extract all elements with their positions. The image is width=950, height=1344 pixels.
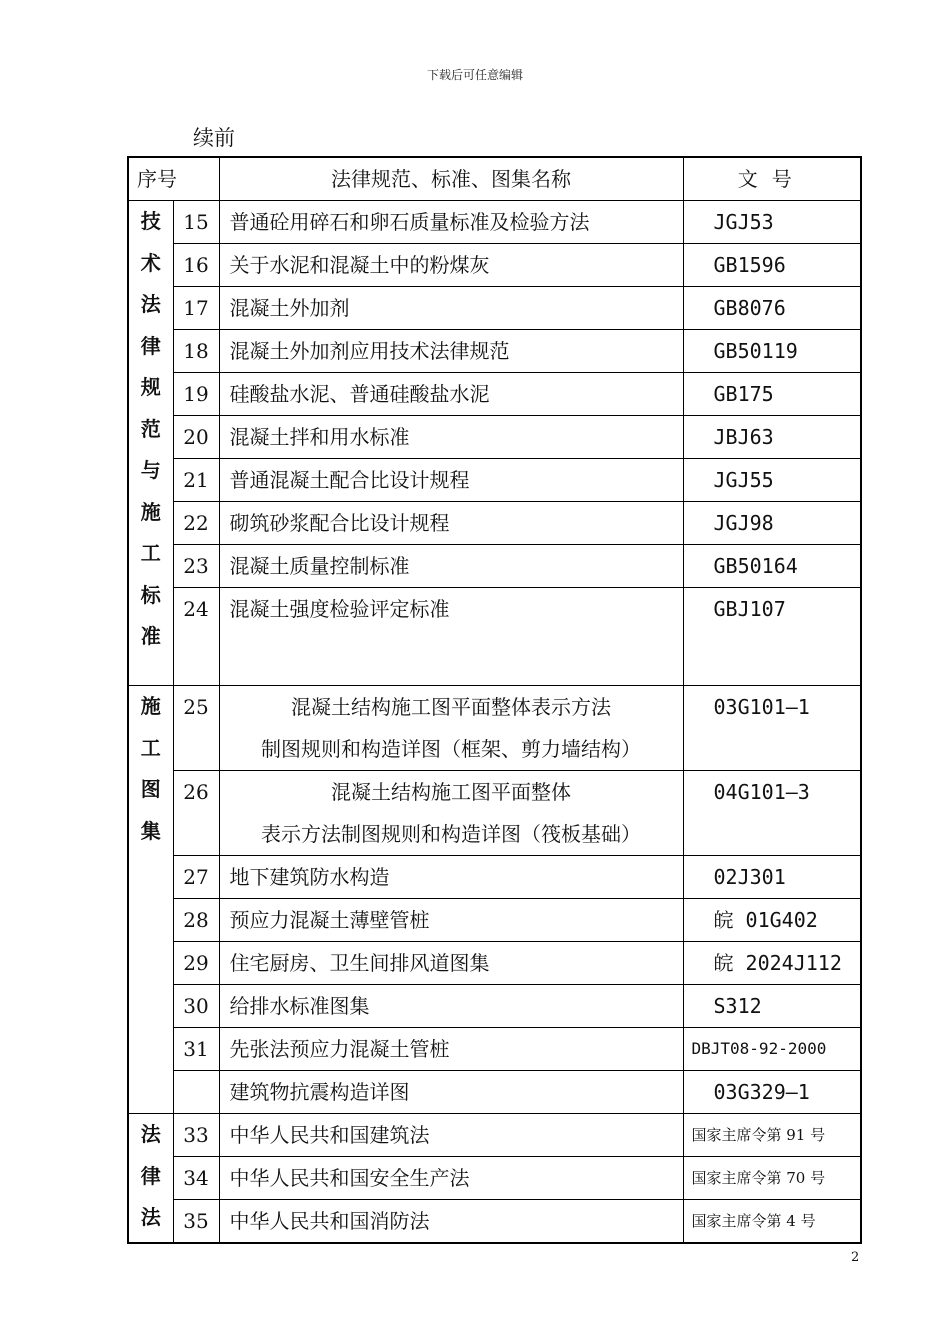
row-number: 20: [173, 416, 219, 459]
table-row: [128, 373, 861, 416]
category-label: 技术法律规范与施工标准: [140, 209, 161, 648]
table-row: [128, 459, 861, 502]
table-row: [128, 899, 861, 942]
row-number: 15: [173, 201, 219, 244]
row-name: 混凝土外加剂: [219, 287, 683, 330]
header-note: 下载后可任意编辑: [426, 68, 523, 82]
table-row: [128, 502, 861, 545]
standards-table: [127, 156, 862, 1244]
row-number: 16: [173, 244, 219, 287]
row-code: GB8076: [683, 287, 861, 330]
row-number: 35: [173, 1200, 219, 1244]
row-code: 国家主席令第 70 号: [683, 1157, 861, 1200]
row-name-line: 表示方法制图规则和构造详图（筏板基础）: [261, 822, 641, 846]
table-row: [128, 1028, 861, 1071]
row-code: 04G101—3: [683, 771, 861, 856]
row-code: 皖 2024J112: [683, 942, 861, 985]
category-label: 施工图集: [140, 694, 161, 843]
table-row: [128, 1114, 861, 1157]
table-row: [128, 201, 861, 244]
row-name: 关于水泥和混凝土中的粉煤灰: [219, 244, 683, 287]
table-row: [128, 1071, 861, 1114]
row-code: GB50164: [683, 545, 861, 588]
row-name: 住宅厨房、卫生间排风道图集: [219, 942, 683, 985]
row-name-line: 混凝土结构施工图平面整体: [331, 780, 571, 804]
row-code: JBJ63: [683, 416, 861, 459]
category-cell: [128, 1114, 173, 1244]
row-name: 中华人民共和国消防法: [219, 1200, 683, 1244]
table-row: [128, 588, 861, 686]
row-code: 02J301: [683, 856, 861, 899]
row-code: JGJ98: [683, 502, 861, 545]
row-name: 给排水标准图集: [219, 985, 683, 1028]
table-row: [128, 942, 861, 985]
row-code: GB1596: [683, 244, 861, 287]
table-row: [128, 686, 861, 771]
row-number: 22: [173, 502, 219, 545]
header-name: 法律规范、标准、图集名称: [219, 157, 683, 201]
continued-label: 续前: [193, 126, 235, 150]
row-code: GBJ107: [683, 588, 861, 686]
row-name: 普通混凝土配合比设计规程: [219, 459, 683, 502]
table-row: [128, 985, 861, 1028]
row-number: 21: [173, 459, 219, 502]
row-code: DBJT08-92-2000: [683, 1028, 861, 1071]
page-number: 2: [851, 1250, 860, 1265]
row-code: JGJ55: [683, 459, 861, 502]
row-code: GB175: [683, 373, 861, 416]
header-code: 文号: [683, 157, 861, 201]
row-name: 先张法预应力混凝土管桩: [219, 1028, 683, 1071]
table-row: [128, 545, 861, 588]
row-name: 混凝土外加剂应用技术法律规范: [219, 330, 683, 373]
row-number: 29: [173, 942, 219, 985]
row-number: 17: [173, 287, 219, 330]
row-code: S312: [683, 985, 861, 1028]
table-row: [128, 856, 861, 899]
row-name: 砌筑砂浆配合比设计规程: [219, 502, 683, 545]
row-name: 混凝土拌和用水标准: [219, 416, 683, 459]
category-cell: [128, 686, 173, 1114]
row-number: 18: [173, 330, 219, 373]
row-number: 34: [173, 1157, 219, 1200]
table-row: [128, 416, 861, 459]
row-number: 31: [173, 1028, 219, 1071]
row-number: 33: [173, 1114, 219, 1157]
table-row: [128, 771, 861, 856]
row-code: 皖 01G402: [683, 899, 861, 942]
table-header-row: [128, 157, 861, 201]
row-name-line: 制图规则和构造详图（框架、剪力墙结构）: [261, 737, 641, 761]
row-number: 23: [173, 545, 219, 588]
row-code: 国家主席令第 91 号: [683, 1114, 861, 1157]
row-number: 19: [173, 373, 219, 416]
category-cell: [128, 201, 173, 686]
table-row: [128, 287, 861, 330]
table-row: [128, 1200, 861, 1244]
table-row: [128, 330, 861, 373]
table-row: [128, 1157, 861, 1200]
row-name: 地下建筑防水构造: [219, 856, 683, 899]
row-number: 30: [173, 985, 219, 1028]
row-number: 28: [173, 899, 219, 942]
row-number: [173, 1071, 219, 1114]
row-code: 国家主席令第 4 号: [683, 1200, 861, 1244]
row-number: 27: [173, 856, 219, 899]
row-number: 25: [173, 686, 219, 771]
row-code: 03G329—1: [683, 1071, 861, 1114]
row-name: [219, 771, 683, 856]
row-name: [219, 686, 683, 771]
row-name: 中华人民共和国建筑法: [219, 1114, 683, 1157]
row-name: 硅酸盐水泥、普通硅酸盐水泥: [219, 373, 683, 416]
row-code: JGJ53: [683, 201, 861, 244]
row-code: GB50119: [683, 330, 861, 373]
table-row: [128, 244, 861, 287]
row-name: 建筑物抗震构造详图: [219, 1071, 683, 1114]
row-code: 03G101—1: [683, 686, 861, 771]
row-name-line: 混凝土结构施工图平面整体表示方法: [291, 695, 611, 719]
row-name: 混凝土强度检验评定标准: [219, 588, 683, 686]
row-number: 24: [173, 588, 219, 686]
row-name: 普通砼用碎石和卵石质量标准及检验方法: [219, 201, 683, 244]
row-name: 混凝土质量控制标准: [219, 545, 683, 588]
category-label: 法律法: [140, 1122, 161, 1229]
header-seq: 序号: [128, 157, 219, 201]
row-name: 中华人民共和国安全生产法: [219, 1157, 683, 1200]
row-name: 预应力混凝土薄壁管桩: [219, 899, 683, 942]
row-number: 26: [173, 771, 219, 856]
